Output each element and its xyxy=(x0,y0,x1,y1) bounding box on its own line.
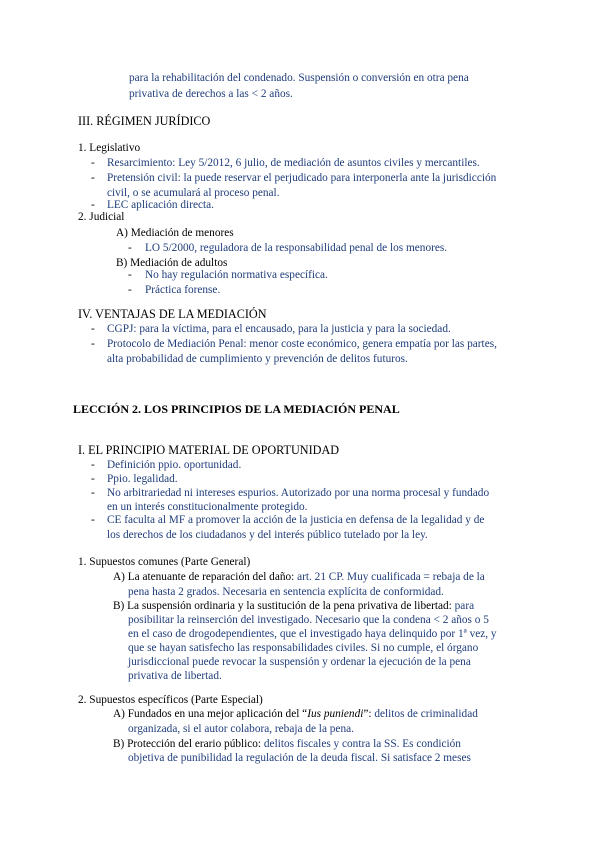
principio-item-4-line-2: los derechos de los ciudadanos y del interés público tutelado por la ley. xyxy=(107,529,428,541)
bullet-dash: - xyxy=(91,487,95,499)
comunes-b-line-2: posibilitar la reinserción del investigado. Necesario que la condena < 2 años o 5 xyxy=(128,614,489,626)
especificos-title: 2. Supuestos específicos (Parte Especial) xyxy=(78,694,263,706)
bullet-dash: - xyxy=(128,269,132,281)
especificos-b-line-1 xyxy=(113,737,461,751)
comunes-b-line-3: en el caso de drogodependientes, que el investigado haya delinquido por 1ª vez, y xyxy=(128,628,497,640)
especificos-a-text: delitos de criminalidad xyxy=(371,708,478,720)
bullet-dash: - xyxy=(91,199,95,211)
especificos-a-line-2: organizada, si el autor colabora, rebaja de la pena. xyxy=(128,723,354,735)
ventajas-item-2-line-2: alta probabilidad de cumplimiento y prevención de delitos futuros. xyxy=(107,353,408,365)
bullet-dash: - xyxy=(91,514,95,526)
section-4-title: IV. VENTAJAS DE LA MEDIACIÓN xyxy=(78,307,267,321)
ventajas-item-2-line-1: Protocolo de Mediación Penal: menor coste económico, genera empatía por las partes, xyxy=(107,338,497,350)
especificos-a-line-1 xyxy=(113,707,478,721)
judicial-title: 2. Judicial xyxy=(78,211,125,223)
comunes-b-line-1 xyxy=(113,599,474,613)
comunes-b-line-5: jurisdiccional puede revocar la suspensión y ordenar la ejecución de la pena xyxy=(128,656,471,668)
especificos-b-text: delitos fiscales y contra la SS. Es condición xyxy=(261,738,461,750)
comunes-title: 1. Supuestos comunes (Parte General) xyxy=(78,556,251,568)
principio-item-3-line-2: en un interés constitucionalmente protegido. xyxy=(107,501,308,513)
menores-title: A) Mediación de menores xyxy=(116,227,234,239)
bullet-dash: - xyxy=(91,459,95,471)
intro-line-1: para la rehabilitación del condenado. Suspensión o conversión en otra pena xyxy=(129,72,469,84)
comunes-a-line-2: pena hasta 2 grados. Necesaria en sentencia explícita de conformidad. xyxy=(128,586,444,598)
menores-item: LO 5/2000, reguladora de la responsabilidad penal de los menores. xyxy=(145,242,448,254)
adultos-item-2: Práctica forense. xyxy=(145,284,221,296)
bullet-dash: - xyxy=(91,172,95,184)
bullet-dash: - xyxy=(128,242,132,254)
bullet-dash: - xyxy=(91,338,95,350)
principio-title: I. EL PRINCIPIO MATERIAL DE OPORTUNIDAD xyxy=(78,443,340,457)
especificos-b-line-2: objetiva de punibilidad la regulación de la deuda fiscal. Si satisface 2 meses xyxy=(128,752,471,764)
comunes-b-line-6: privativa de libertad. xyxy=(128,670,222,682)
principio-item-2: Ppio. legalidad. xyxy=(107,473,178,485)
comunes-b-text: para xyxy=(451,600,475,612)
principio-item-1: Definición ppio. oportunidad. xyxy=(107,459,242,471)
bullet-dash: - xyxy=(91,157,95,169)
adultos-title: B) Mediación de adultos xyxy=(116,257,228,269)
adultos-item-1: No hay regulación normativa específica. xyxy=(145,269,328,281)
comunes-a-line-1 xyxy=(113,570,485,584)
especificos-a-label-start: A) Fundados en una mejor aplicación del “ xyxy=(113,708,308,720)
legislativo-item-2-line-2: civil, o se acumulará al proceso penal. xyxy=(107,187,280,199)
lesson-2-title: LECCIÓN 2. LOS PRINCIPIOS DE LA MEDIACIÓN PENAL xyxy=(73,402,400,416)
legislativo-title: 1. Legislativo xyxy=(78,142,141,154)
ventajas-item-1: CGPJ: para la víctima, para el encausado, para la justicia y para la sociedad. xyxy=(107,323,451,335)
comunes-a-label: A) La atenuante de reparación del daño: xyxy=(113,571,295,583)
legislativo-item-2-line-1: Pretensión civil: la puede reservar el perjudicado para interponerla ante la jurisdicción xyxy=(107,172,497,184)
comunes-b-label: B) La suspensión ordinaria y la sustitución de la pena privativa de libertad: xyxy=(113,600,452,612)
especificos-a-label-end: ”: xyxy=(363,708,372,720)
principio-item-4-line-1: CE faculta al MF a promover la acción de la justicia en defensa de la legalidad y de xyxy=(107,514,485,526)
bullet-dash: - xyxy=(91,473,95,485)
legislativo-item-3: LEC aplicación directa. xyxy=(107,199,214,211)
bullet-dash: - xyxy=(128,284,132,296)
comunes-b-line-4: que se hayan satisfecho las responsabilidades civiles. Si no cumple, el órgano xyxy=(128,642,479,654)
legislativo-item-1: Resarcimiento: Ley 5/2012, 6 julio, de mediación de asuntos civiles y mercantiles. xyxy=(107,157,480,169)
section-3-title: III. RÉGIMEN JURÍDICO xyxy=(78,114,211,128)
intro-line-2: privativa de derechos a las < 2 años. xyxy=(129,88,293,100)
bullet-dash: - xyxy=(91,323,95,335)
comunes-a-text: art. 21 CP. Muy cualificada = rebaja de la xyxy=(294,571,485,583)
principio-item-3-line-1: No arbitrariedad ni intereses espurios. Autorizado por una norma procesal y fundado xyxy=(107,487,490,499)
especificos-b-label: B) Protección del erario público: xyxy=(113,738,262,750)
ius-puniendi-term: Ius puniendi xyxy=(307,708,364,720)
